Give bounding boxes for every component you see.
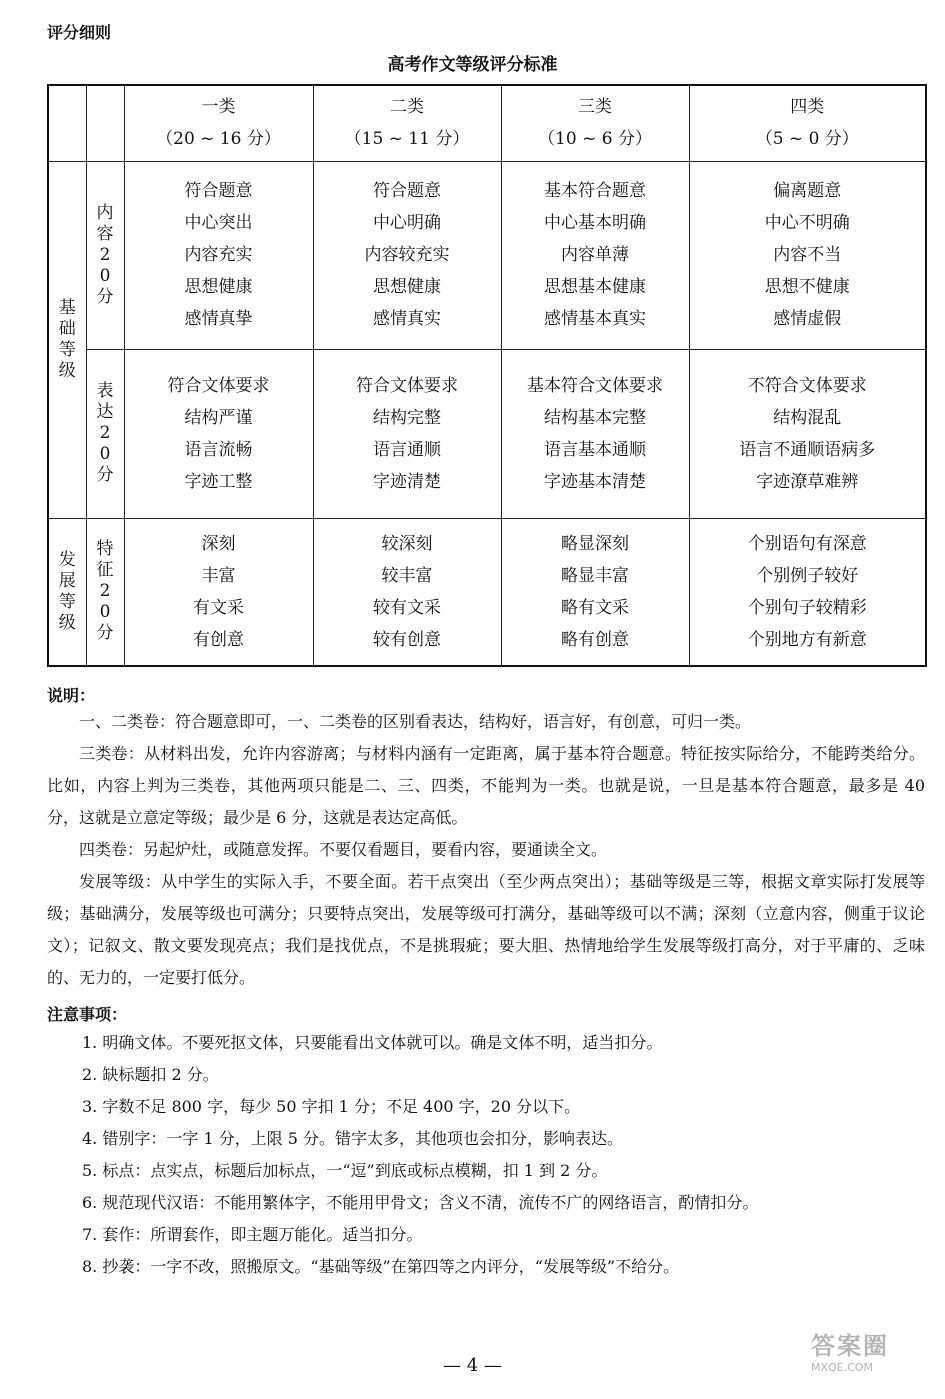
corner-cell <box>86 85 124 161</box>
criterion: 语言通顺 <box>373 439 441 460</box>
criterion: 中心不明确 <box>764 213 850 233</box>
criterion: 符合文体要求 <box>167 375 270 396</box>
note-paragraph: 四类卷：另起炉灶，或随意发挥。不要仅看题目，要看内容，要通读全文。 <box>79 840 608 859</box>
criterion: 中心明确 <box>373 213 441 233</box>
column-range: （5 ~ 0 分） <box>755 129 859 150</box>
page-number: — 4 — <box>443 1355 502 1376</box>
criterion: 略有文采 <box>561 597 629 618</box>
criterion: 语言不通顺语病多 <box>739 439 876 460</box>
criterion: 有创意 <box>193 629 244 650</box>
column-header <box>313 85 501 161</box>
criterion: 思想健康 <box>184 277 253 297</box>
criterion: 丰富 <box>201 565 236 586</box>
criterion: 中心基本明确 <box>544 213 646 233</box>
criteria-cell <box>689 349 926 518</box>
section-label: 评分细则 <box>47 23 112 42</box>
list-item: 3. 字数不足 800 字，每少 50 字扣 1 分；不足 400 字，20 分以下。 <box>82 1097 581 1116</box>
column-range: （20 ~ 16 分） <box>156 129 281 150</box>
criterion: 内容单薄 <box>561 245 629 265</box>
criterion: 个别地方有新意 <box>747 629 867 650</box>
criterion: 符合文体要求 <box>356 375 458 396</box>
list-item: 4. 错别字：一字 1 分，上限 5 分。错字太多，其他项也会扣分，影响表达。 <box>82 1129 624 1148</box>
criterion: 字迹清楚 <box>373 471 441 492</box>
column-range: （15 ~ 11 分） <box>344 129 470 150</box>
criterion: 语言流畅 <box>184 439 253 460</box>
criterion: 个别句子较精彩 <box>747 597 867 618</box>
criterion: 结构完整 <box>373 407 441 428</box>
column-name: 一类 <box>201 97 236 118</box>
list-item: 2. 缺标题扣 2 分。 <box>82 1065 219 1084</box>
criterion: 内容不当 <box>773 245 842 265</box>
criteria-cell <box>124 161 313 349</box>
notes-heading: 说明： <box>47 686 96 705</box>
criterion: 较丰富 <box>381 565 433 586</box>
criterion: 内容充实 <box>184 245 253 265</box>
list-item: 8. 抄袭：一字不改，照搬原文。“基础等级”在第四等之内评分，“发展等级”不给分。 <box>82 1257 680 1276</box>
scoring-table <box>47 84 927 667</box>
table-row <box>48 349 926 518</box>
column-header <box>501 85 689 161</box>
criterion: 字迹工整 <box>184 471 253 492</box>
criterion: 有文采 <box>193 597 244 618</box>
criterion: 不符合文体要求 <box>747 375 867 396</box>
criterion: 符合题意 <box>373 181 441 201</box>
criterion: 结构严谨 <box>184 407 253 428</box>
criterion: 略有创意 <box>561 629 629 650</box>
criterion: 结构基本完整 <box>544 407 646 428</box>
criterion: 偏离题意 <box>773 181 842 201</box>
criteria-cell <box>501 349 689 518</box>
list-item: 1. 明确文体。不要死抠文体，只要能看出文体就可以。确是文体不明，适当扣分。 <box>82 1033 663 1052</box>
list-item: 6. 规范现代汉语：不能用繁体字，不能用甲骨文；含义不清，流传不广的网络语言，酌情扣分。 <box>82 1193 759 1212</box>
criterion: 内容较充实 <box>364 245 450 265</box>
criterion: 字迹基本清楚 <box>544 471 646 492</box>
attention-heading: 注意事项： <box>47 1005 128 1024</box>
criteria-cell <box>313 161 501 349</box>
criterion: 字迹潦草难辨 <box>756 471 859 492</box>
table-title: 高考作文等级评分标准 <box>387 55 558 75</box>
criterion: 感情虚假 <box>773 309 842 329</box>
watermark-logo <box>811 1331 931 1391</box>
row-label-cell <box>86 161 124 349</box>
criterion: 基本符合文体要求 <box>527 375 663 396</box>
criterion: 感情真挚 <box>184 309 253 329</box>
table-row <box>48 161 926 349</box>
row-label-cell <box>86 518 124 666</box>
group-label: 基础等级 <box>58 297 76 381</box>
criterion: 个别例子较好 <box>756 565 859 586</box>
column-name: 二类 <box>390 97 424 118</box>
criterion: 感情真实 <box>373 309 441 329</box>
criterion: 结构混乱 <box>773 407 842 428</box>
corner-cell <box>48 85 86 161</box>
criterion: 中心突出 <box>184 213 253 233</box>
note-paragraph: 一、二类卷：符合题意即可，一、二类卷的区别看表达，结构好，语言好，有创意，可归一类。 <box>79 712 752 731</box>
row-label-cell <box>86 349 124 518</box>
criteria-cell <box>689 518 926 666</box>
criterion: 略显丰富 <box>561 565 629 586</box>
column-range: （10 ~ 6 分） <box>538 129 652 150</box>
criteria-cell <box>689 161 926 349</box>
criterion: 较深刻 <box>381 533 433 554</box>
column-name: 四类 <box>790 97 825 118</box>
group-label: 发展等级 <box>58 549 76 633</box>
group-label-cell <box>48 161 86 518</box>
criteria-cell <box>124 518 313 666</box>
criteria-cell <box>501 518 689 666</box>
criterion: 深刻 <box>201 533 236 554</box>
list-item: 7. 套作：所谓套作，即主题万能化。适当扣分。 <box>82 1225 423 1244</box>
criterion: 基本符合题意 <box>544 181 646 201</box>
row-label: 内容20分 <box>96 202 114 307</box>
criterion: 思想不健康 <box>764 277 850 297</box>
note-paragraph: 三类卷：从材料出发，允许内容游离；与材料内涵有一定距离，属于基本符合题意。特征按实际给分，不能跨类给分。比如，内容上判为三类卷，其他两项只能是二、三、四类，不能判为一类。也就是说，一旦是基本符合题意，最多是 40 分，这就是立意定等级；最少是 6 分，这就是表达定高低。 <box>47 744 925 827</box>
criterion: 较有创意 <box>373 629 441 650</box>
row-label: 表达20分 <box>96 381 114 485</box>
criteria-cell <box>313 349 501 518</box>
table-row <box>48 518 926 666</box>
criterion: 符合题意 <box>184 181 253 201</box>
table-header-row <box>48 85 926 161</box>
criteria-cell <box>124 349 313 518</box>
criterion: 语言基本通顺 <box>544 439 646 460</box>
criterion: 思想基本健康 <box>544 277 646 297</box>
watermark-text: 答案圈 <box>811 1332 889 1360</box>
column-header <box>689 85 926 161</box>
criterion: 较有文采 <box>373 597 441 618</box>
criteria-cell <box>501 161 689 349</box>
attention-list <box>82 1027 922 1283</box>
row-label: 特征20分 <box>96 539 114 644</box>
criterion: 感情基本真实 <box>544 309 646 329</box>
column-name: 三类 <box>578 97 612 118</box>
watermark-url: MXQE.COM <box>811 1361 873 1374</box>
notes-body <box>47 706 925 994</box>
criterion: 思想健康 <box>373 277 441 297</box>
criterion: 略显深刻 <box>561 533 629 554</box>
criterion: 个别语句有深意 <box>747 533 867 554</box>
list-item: 5. 标点：点实点，标题后加标点，一“逗”到底或标点模糊，扣 1 到 2 分。 <box>82 1161 608 1180</box>
column-header <box>124 85 313 161</box>
group-label-cell <box>48 518 86 666</box>
criteria-cell <box>313 518 501 666</box>
note-paragraph: 发展等级：从中学生的实际入手，不要全面。若干点突出（至少两点突出）；基础等级是三等，根据文章实际打发展等级；基础满分，发展等级也可满分；只要特点突出，发展等级可打满分，基础等级可以不满；深刻（立意内容，侧重于议论文）；记叙文、散文要发现亮点；我们是找优点，不是挑瑕疵；要大胆、热情地给学生发展等级打高分，对于平庸的、乏味的、无力的，一定要打低分。 <box>47 872 925 987</box>
